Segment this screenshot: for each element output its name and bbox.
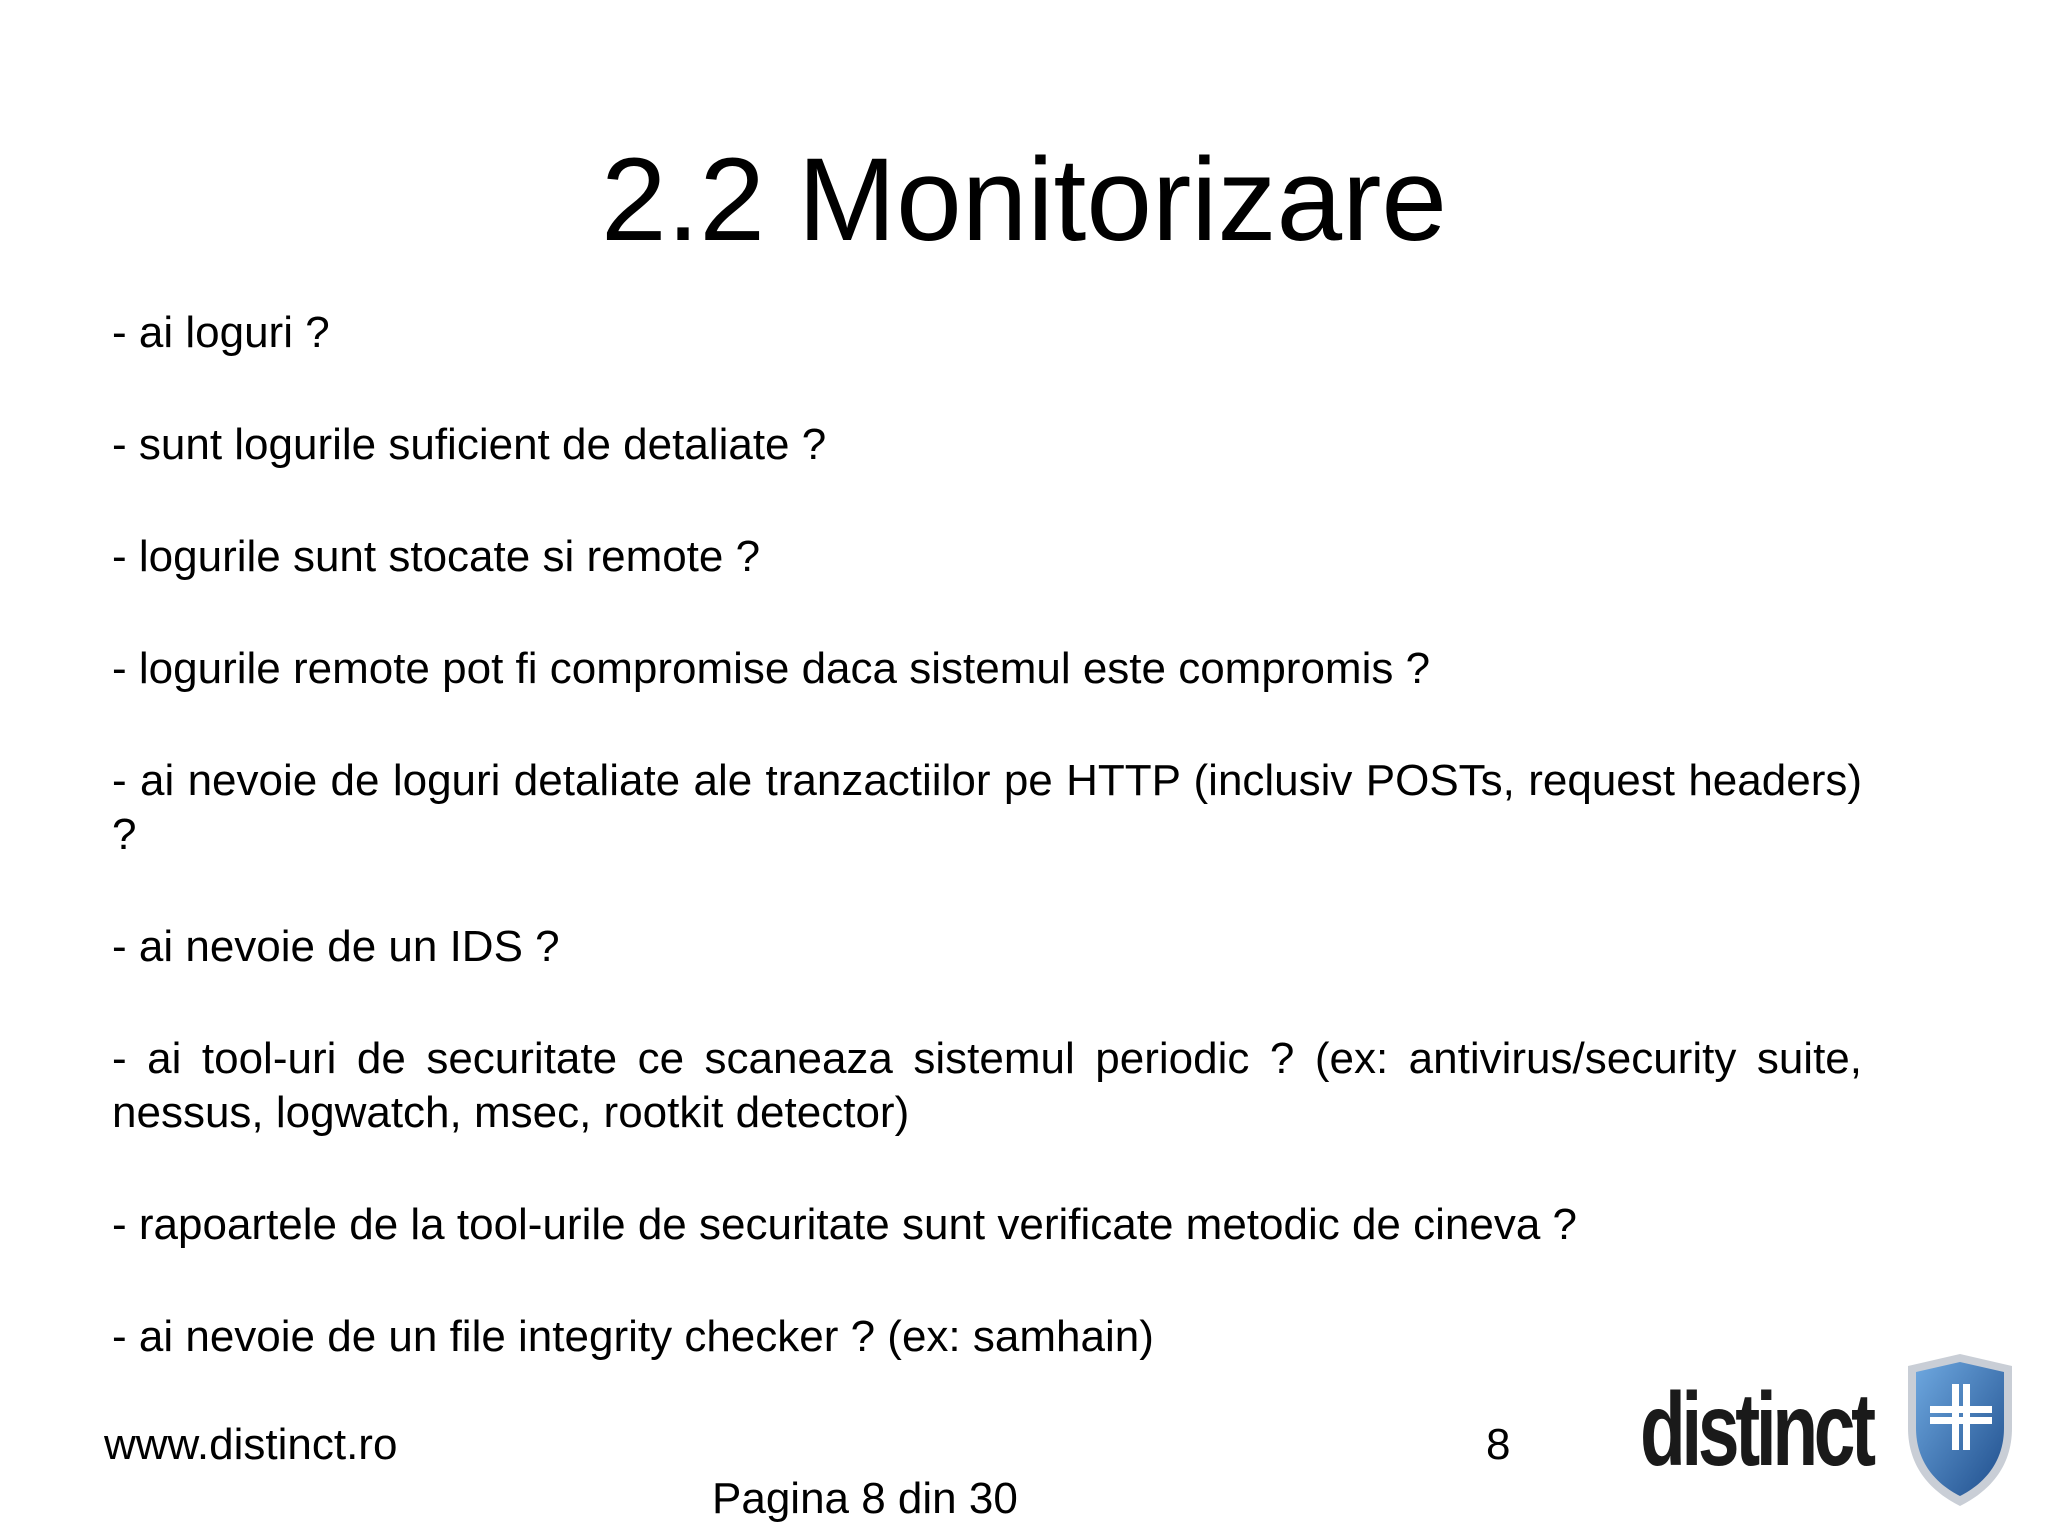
bullet-item: - ai loguri ?: [112, 308, 330, 357]
bullet-item: - ai tool-uri de securitate ce scaneaza sistemul periodic ? (ex: antivirus/security suite, nessus, logwatch, msec, rootkit detector): [112, 1034, 1862, 1137]
distinct-logo: [1640, 1350, 2020, 1510]
slide-title: 2.2 Monitorizare: [600, 134, 1448, 266]
bullet-item: - ai nevoie de un IDS ?: [112, 922, 560, 971]
bullet-item: - ai nevoie de loguri detaliate ale tranzactiilor pe HTTP (inclusiv POSTs, request headers) ?: [112, 756, 1862, 859]
bullet-item: - rapoartele de la tool-urile de securitate sunt verificate metodic de cineva ?: [112, 1200, 1577, 1249]
logo-wordmark: distinct: [1640, 1372, 1872, 1488]
bullet-item: - ai nevoie de un file integrity checker ? (ex: samhain): [112, 1312, 1154, 1361]
shield-icon: [1902, 1350, 2018, 1510]
bullet-item: - logurile sunt stocate si remote ?: [112, 532, 761, 581]
footer-url: www.distinct.ro: [104, 1420, 398, 1469]
slide-number: 8: [1486, 1420, 1511, 1469]
bullet-item: - sunt logurile suficient de detaliate ?: [112, 420, 827, 469]
page-indicator: Pagina 8 din 30: [712, 1474, 1018, 1523]
bullet-list: [112, 306, 1862, 1422]
bullet-item: - logurile remote pot fi compromise daca sistemul este compromis ?: [112, 644, 1431, 693]
